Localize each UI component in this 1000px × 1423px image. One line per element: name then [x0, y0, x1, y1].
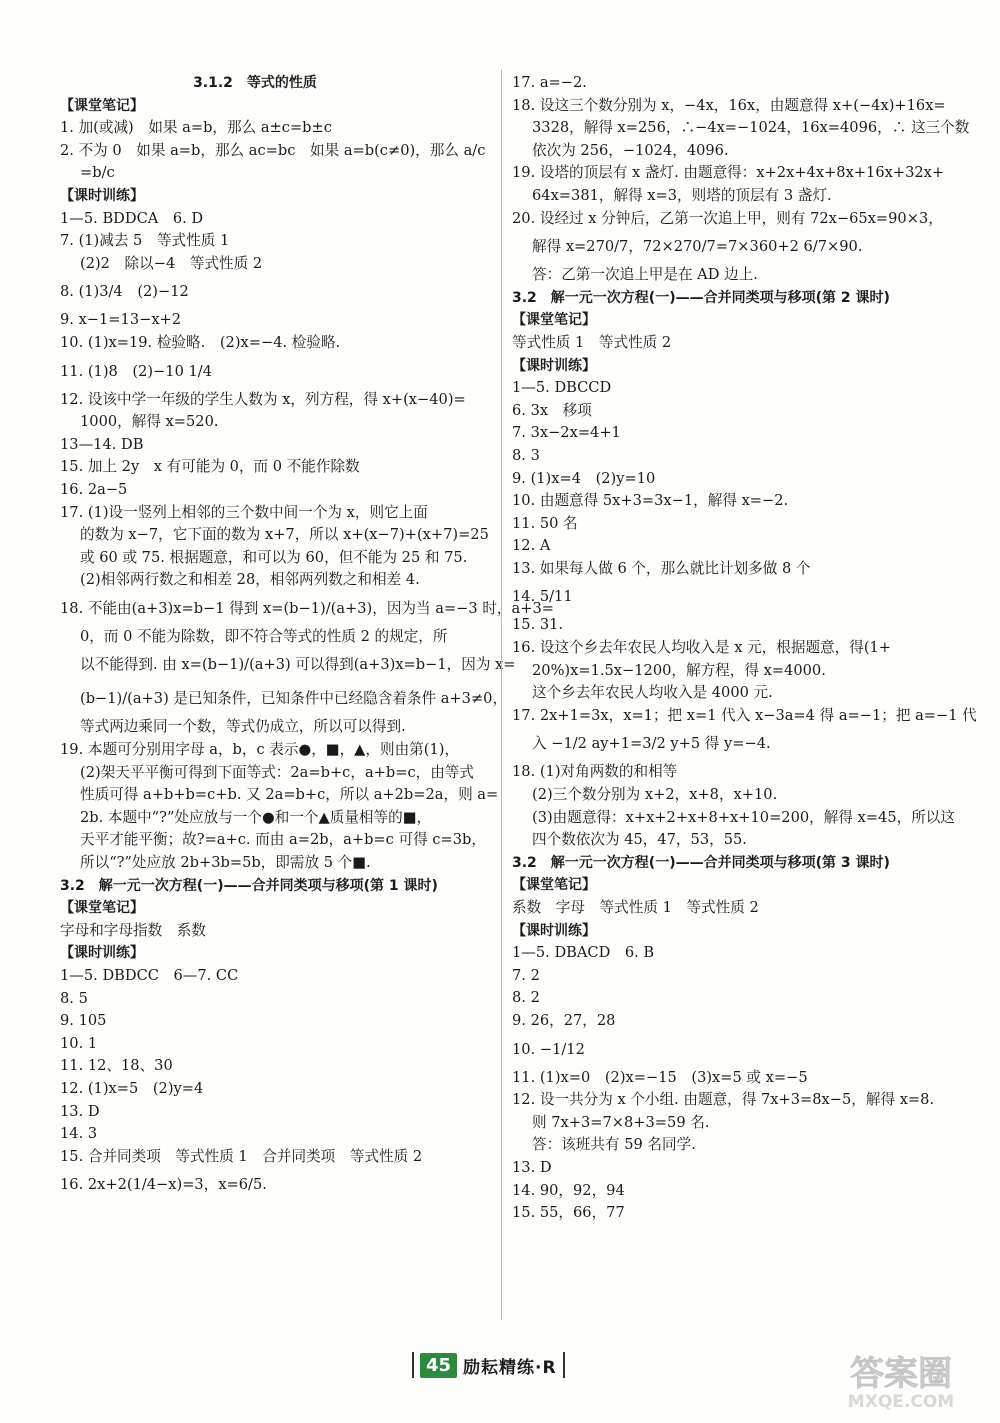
left-line: 15. 加上 2y x 有可能为 0，而 0 不能作除数: [60, 458, 360, 476]
left-line: (2)架天平平衡可得到下面等式：2a=b+c，a+b=c，由等式: [80, 763, 474, 781]
left-line: 或 60 或 75. 根据题意，和可以为 60，但不能为 25 和 75.: [80, 548, 468, 566]
left-line: =b/c: [80, 164, 115, 182]
right-line: 则 7x+3=7×8+3=59 名.: [532, 1113, 710, 1131]
left-line: 0，而 0 不能为除数，即不符合等式的性质 2 的规定，所: [80, 627, 448, 645]
brand-name: 励耘精练·R: [463, 1357, 557, 1378]
left-line: 【课堂笔记】: [60, 900, 144, 917]
right-line: 14. 90，92，94: [512, 1181, 625, 1199]
watermark-logo: [816, 1349, 986, 1413]
right-line: 11. 50 名: [512, 514, 578, 532]
column-divider: [501, 70, 502, 1320]
left-line: 【课时训练】: [60, 187, 144, 204]
right-line: 3328，解得 x=256，∴−4x=−1024，16x=4096，∴ 这三个数: [532, 119, 970, 137]
left-line: 11. (1)8 (2)−10 1/4: [60, 362, 212, 380]
left-line: 1. 加(或减) 如果 a=b，那么 a±c=b±c: [60, 119, 332, 137]
watermark-sub: MXQE.COM: [847, 1392, 955, 1412]
left-line: 13—14. DB: [60, 435, 144, 453]
right-line: 14. 5/11: [512, 588, 573, 606]
right-line: 3.2 解一元一次方程(一)——合并同类项与移项(第 2 课时): [512, 289, 890, 306]
left-line: (2)相邻两行数之和相差 28，相邻两列数之和相差 4.: [80, 571, 420, 589]
left-line: 11. 12、18、30: [60, 1057, 173, 1075]
footer-bar-right: [563, 1352, 565, 1378]
right-line: 10. 由题意得 5x+3=3x−1，解得 x=−2.: [512, 492, 789, 510]
left-line: 17. (1)设一竖列上相邻的三个数中间一个为 x，则它上面: [60, 503, 428, 521]
right-line: 这个乡去年农民人均收入是 4000 元.: [532, 684, 773, 702]
right-line: 17. a=−2.: [512, 74, 587, 91]
right-line: 13. D: [512, 1158, 552, 1176]
left-line: 2. 不为 0 如果 a=b，那么 ac=bc 如果 a=b(c≠0)，那么 a/c: [60, 141, 486, 159]
right-line: (3)由题意得：x+x+2+x+8+x+10=200，解得 x=45，所以这: [532, 808, 955, 826]
left-line: 3.1.2 等式的性质: [193, 75, 317, 91]
left-line: 16. 2x+2(1/4−x)=3，x=6/5.: [60, 1176, 267, 1194]
right-line: 20%)x=1.5x−1200，解方程，得 x=4000.: [532, 661, 826, 679]
page-number: 45: [420, 1353, 457, 1378]
right-line: 【课堂笔记】: [512, 312, 596, 329]
right-line: 四个数依次为 45，47，53，55.: [532, 831, 747, 849]
left-line: 7. (1)减去 5 等式性质 1: [60, 232, 230, 250]
left-line: 10. 1: [60, 1034, 98, 1052]
right-line: 解得 x=270/7，72×270/7=7×360+2 6/7×90.: [532, 238, 863, 256]
right-line: (2)三个数分别为 x+2，x+8，x+10.: [532, 786, 778, 804]
right-line: 15. 31.: [512, 616, 564, 634]
right-line: 16. 设这个乡去年农民人均收入是 x 元，根据题意，得(1+: [512, 639, 892, 657]
right-line: 入 −1/2 ay+1=3/2 y+5 得 y=−4.: [532, 735, 771, 753]
left-line: 8. 5: [60, 989, 88, 1007]
right-line: 8. 2: [512, 989, 540, 1007]
right-line: 7. 3x−2x=4+1: [512, 424, 621, 442]
left-line: 等式两边乘同一个数，等式仍成立，所以可以得到.: [80, 718, 406, 736]
right-line: 17. 2x+1=3x，x=1；把 x=1 代入 x−3a=4 得 a=−1；把 a=−1 代: [512, 706, 977, 724]
left-line: 12. (1)x=5 (2)y=4: [60, 1079, 204, 1097]
left-line: 性质可得 a+b+b=c+b. 又 2a=b+c，所以 a+2b=2a，则 a=: [80, 786, 499, 804]
left-line: 1—5. DBDCC 6—7. CC: [60, 967, 239, 984]
watermark-main: 答案圈: [850, 1354, 952, 1394]
right-line: 15. 55，66，77: [512, 1204, 625, 1222]
left-line: 【课时训练】: [60, 945, 144, 962]
left-line: 1—5. BDDCA 6. D: [60, 209, 204, 227]
right-line: 1—5. DBACD 6. B: [512, 944, 655, 962]
left-line: 18. 不能由(a+3)x=b−1 得到 x=(b−1)/(a+3)，因为当 a=−3 时，a+3=: [60, 599, 554, 617]
left-line: 字母和字母指数 系数: [60, 921, 206, 939]
right-line: 答：乙第一次追上甲是在 AD 边上.: [532, 266, 758, 284]
right-line: 1—5. DBCCD: [512, 379, 612, 397]
left-line: 9. 105: [60, 1012, 107, 1030]
left-line: 以不能得到. 由 x=(b−1)/(a+3) 可以得到(a+3)x=b−1，因为 x=: [80, 656, 516, 674]
right-line: 64x=381，解得 x=3，则塔的顶层有 3 盏灯.: [532, 186, 832, 204]
right-line: 【课时训练】: [512, 922, 596, 939]
right-line: 3.2 解一元一次方程(一)——合并同类项与移项(第 3 课时): [512, 854, 890, 871]
left-line: 天平才能平衡；故?=a+c. 而由 a=2b，a+b=c 可得 c=3b，: [80, 831, 486, 849]
right-line: 8. 3: [512, 446, 540, 464]
left-line: 12. 设该中学一年级的学生人数为 x，列方程，得 x+(x−40)=: [60, 390, 466, 408]
footer-bar-left: [412, 1352, 414, 1378]
right-line: 【课堂笔记】: [512, 877, 596, 894]
left-line: 2b. 本题中“?”处应放与一个●和一个▲质量相等的■，: [80, 808, 432, 826]
right-line: 19. 设塔的顶层有 x 盏灯. 由题意得：x+2x+4x+8x+16x+32x+: [512, 164, 945, 182]
right-line: 【课时训练】: [512, 357, 596, 374]
right-line: 12. A: [512, 537, 551, 555]
left-line: 16. 2a−5: [60, 480, 128, 498]
left-line: (b−1)/(a+3) 是已知条件，已知条件中已经隐含着条件 a+3≠0，: [80, 690, 508, 708]
left-line: 14. 3: [60, 1125, 98, 1143]
right-line: 7. 2: [512, 966, 540, 984]
right-line: 依次为 256，−1024，4096.: [532, 141, 729, 159]
page-footer: [412, 1352, 565, 1378]
left-line: 8. (1)3/4 (2)−12: [60, 283, 189, 301]
right-line: 13. 如果每人做 6 个，那么就比计划多做 8 个: [512, 559, 811, 577]
left-line: 3.2 解一元一次方程(一)——合并同类项与移项(第 1 课时): [60, 877, 438, 894]
right-line: 10. −1/12: [512, 1040, 585, 1058]
left-line: 的数为 x−7，它下面的数为 x+7，所以 x+(x−7)+(x+7)=25: [80, 526, 489, 544]
left-line: 10. (1)x=19. 检验略. (2)x=−4. 检验略.: [60, 333, 341, 351]
right-line: 等式性质 1 等式性质 2: [512, 333, 672, 351]
right-line: 答：该班共有 59 名同学.: [532, 1136, 696, 1154]
left-line: 13. D: [60, 1102, 100, 1120]
left-line: 【课堂笔记】: [60, 97, 144, 114]
right-line: 18. 设这三个数分别为 x，−4x，16x，由题意得 x+(−4x)+16x=: [512, 96, 946, 114]
left-line: 1000，解得 x=520.: [80, 413, 219, 431]
right-line: 9. 26，27，28: [512, 1011, 616, 1029]
right-line: 6. 3x 移项: [512, 401, 592, 419]
left-line: 所以“?”处应放 2b+3b=5b，即需放 5 个■.: [80, 854, 371, 872]
left-line: (2)2 除以−4 等式性质 2: [80, 254, 263, 272]
left-line: 15. 合并同类项 等式性质 1 合并同类项 等式性质 2: [60, 1147, 423, 1165]
right-line: 11. (1)x=0 (2)x=−15 (3)x=5 或 x=−5: [512, 1068, 808, 1086]
right-line: 20. 设经过 x 分钟后，乙第一次追上甲，则有 72x−65x=90×3，: [512, 209, 943, 227]
right-line: 12. 设一共分为 x 个小组. 由题意，得 7x+3=8x−5，解得 x=8.: [512, 1091, 935, 1109]
left-line: 9. x−1=13−x+2: [60, 311, 182, 329]
right-column: [512, 72, 977, 1225]
right-line: 9. (1)x=4 (2)y=10: [512, 469, 656, 487]
left-line: 19. 本题可分别用字母 a，b，c 表示●，■，▲，则由第(1)，: [60, 741, 460, 759]
right-line: 系数 字母 等式性质 1 等式性质 2: [512, 899, 759, 916]
right-line: 18. (1)对角两数的和相等: [512, 763, 678, 781]
